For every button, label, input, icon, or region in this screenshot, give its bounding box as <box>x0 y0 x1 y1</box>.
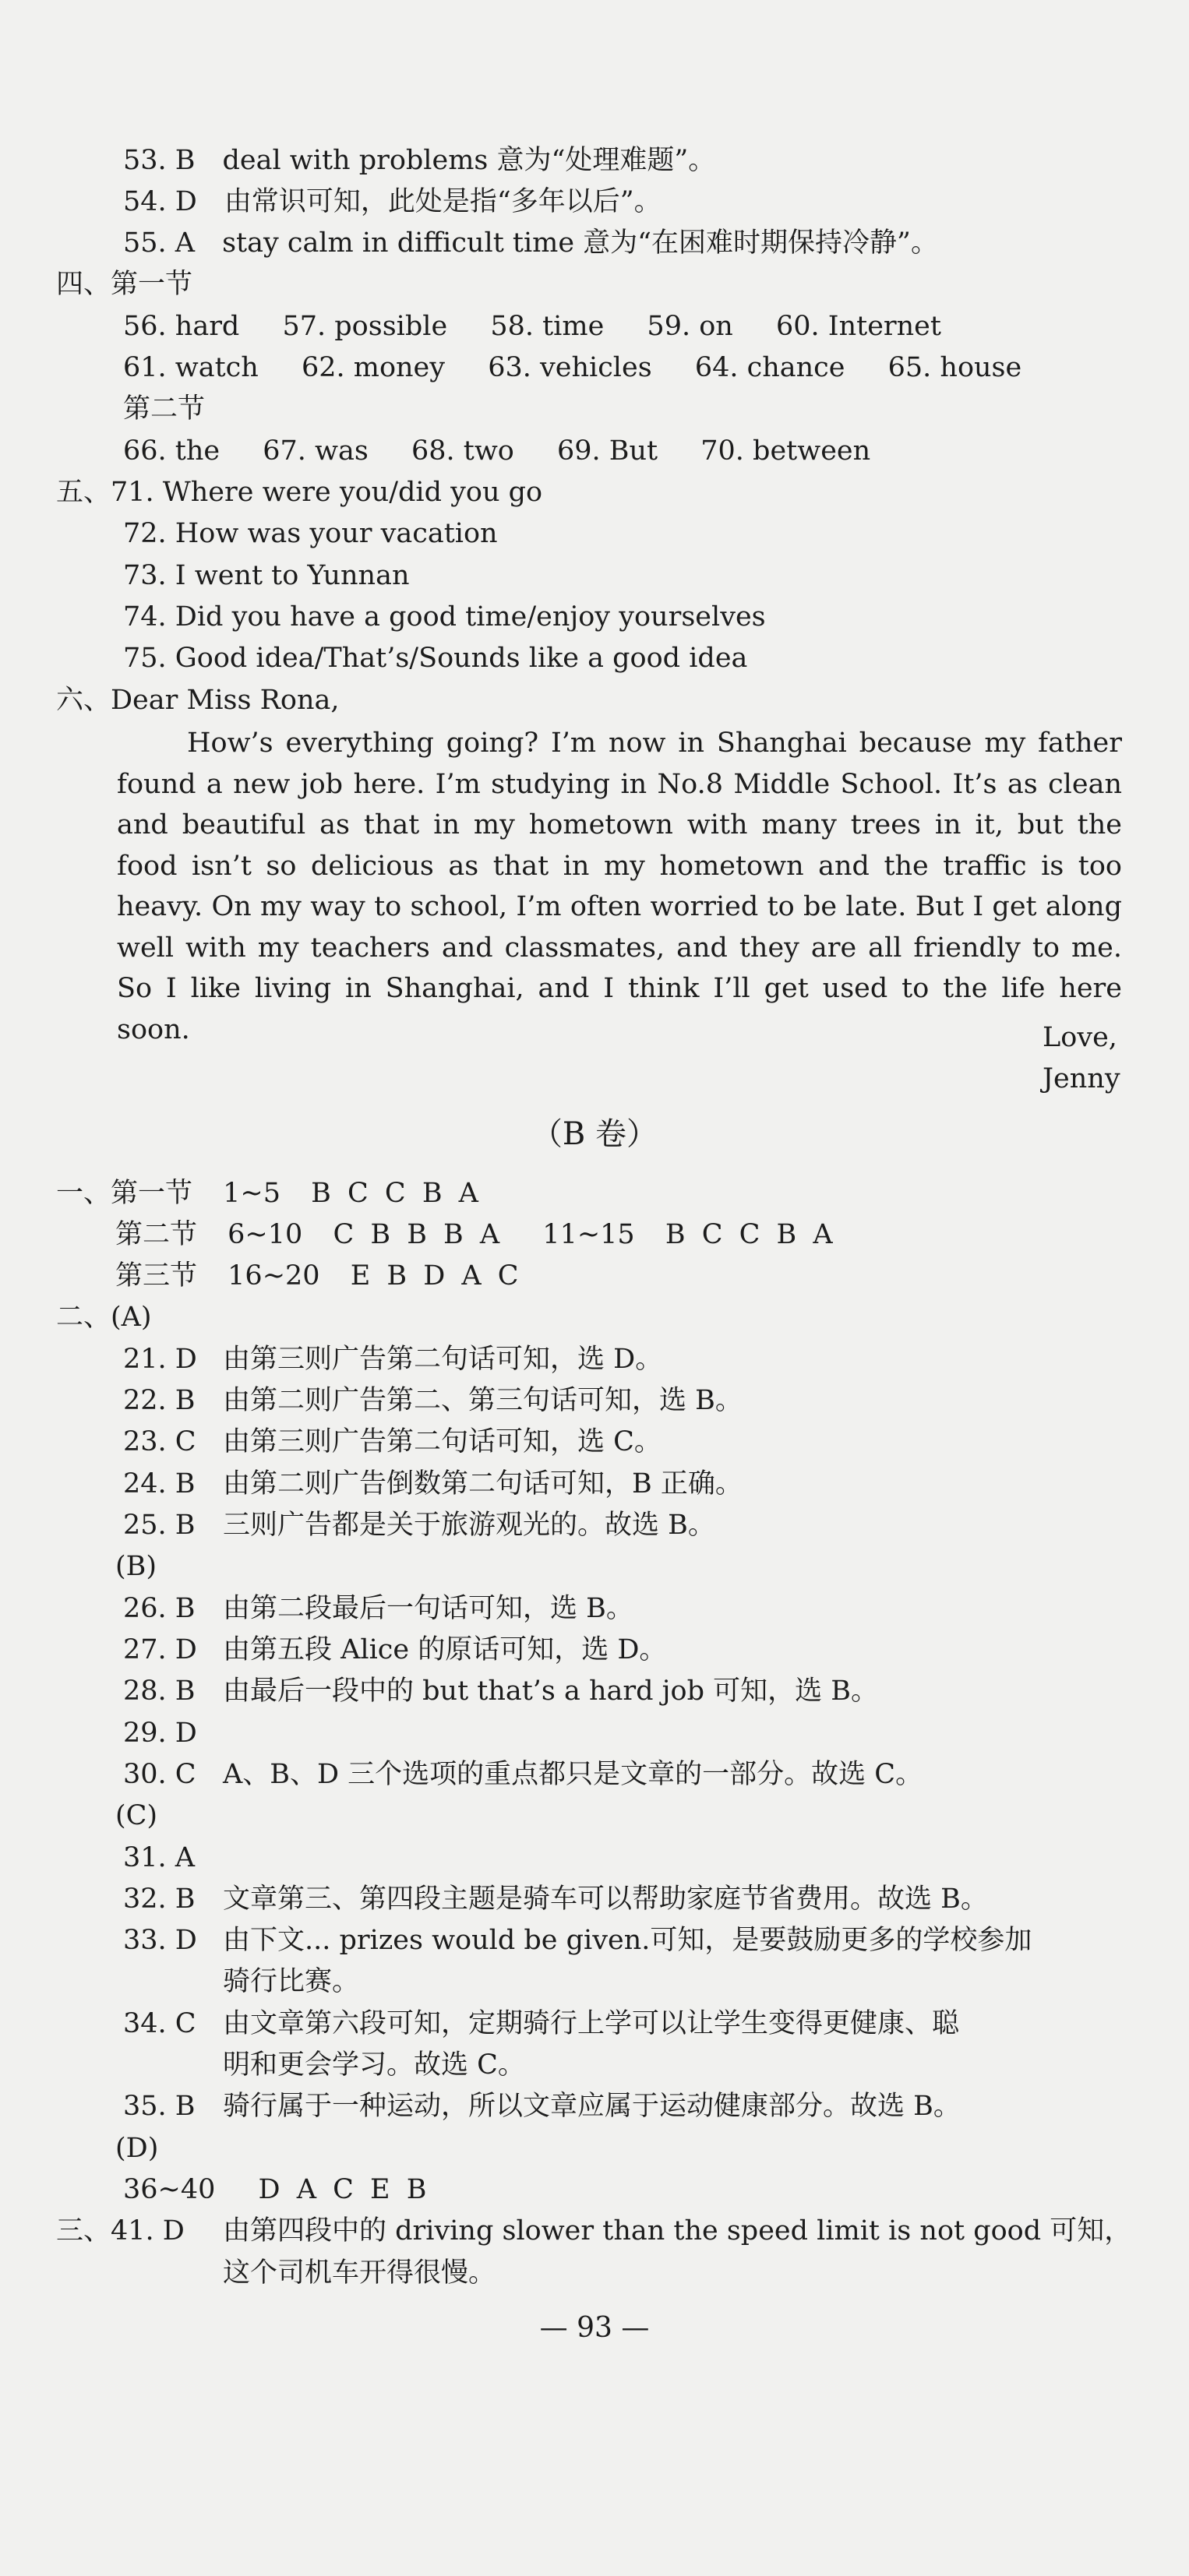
answer-67: 67. was <box>263 435 369 467</box>
passage-d-label: (D) <box>115 2133 159 2164</box>
answer-61: 61. watch <box>123 352 259 383</box>
answer-21 <box>123 1341 662 1377</box>
number: 23. C <box>123 1426 196 1457</box>
answer-59: 59. on <box>647 311 733 342</box>
answer-68: 68. two <box>411 435 514 467</box>
section-6-salutation: 六、Dear Miss Rona, <box>56 685 340 716</box>
explanation: 由第三则广告第二句话可知，选 C。 <box>223 1426 662 1457</box>
letter-closing: Love, <box>1043 1022 1117 1053</box>
explanation: 三则广告都是关于旅游观光的。故选 B。 <box>223 1510 715 1541</box>
label: 第三节 <box>115 1260 198 1292</box>
answer-34-continued: 明和更会学习。故选 C。 <box>223 2049 525 2081</box>
explanation: 由第二段最后一句话可知，选 B。 <box>223 1593 633 1624</box>
label: 第二节 <box>115 1219 198 1250</box>
answer-73: 73. I went to Yunnan <box>123 560 410 591</box>
answers: B C C B A <box>311 1178 478 1209</box>
answer-35 <box>123 2088 961 2124</box>
answer-70: 70. between <box>700 435 871 467</box>
number: 28. B <box>123 1676 196 1707</box>
passage-c-label: (C) <box>115 1800 158 1831</box>
answer-28 <box>123 1673 878 1709</box>
explanation: 由第四段中的 driving slower than the speed limit is not good 可知， <box>223 2215 1132 2247</box>
range: 36~40 <box>123 2174 216 2205</box>
subsection-2-heading: 第二节 <box>123 393 206 425</box>
answers-2: B C C B A <box>665 1219 833 1250</box>
b-section-1-part-1 <box>56 1175 478 1211</box>
number: 21. D <box>123 1344 197 1375</box>
number: 31. A <box>123 1842 196 1873</box>
number: 35. B <box>123 2091 196 2122</box>
b-section-1-part-3 <box>115 1258 519 1294</box>
b-section-1-part-2 <box>115 1217 833 1253</box>
answer-64: 64. chance <box>694 352 845 383</box>
explanation: 由第三则广告第二句话可知，选 D。 <box>223 1344 663 1375</box>
answer-53: 53. B deal with problems 意为“处理难题”。 <box>123 145 716 176</box>
answers: D A C E B <box>258 2174 427 2205</box>
answers: C B B B A <box>333 1219 500 1250</box>
answer-56: 56. hard <box>123 311 240 342</box>
answers-56-60 <box>123 308 941 344</box>
passage-b-label: (B) <box>115 1551 157 1582</box>
answer-33-continued: 骑行比赛。 <box>223 1966 360 1997</box>
answer-69: 69. But <box>557 435 658 467</box>
answer-58: 58. time <box>490 311 605 342</box>
answer-33 <box>123 1922 1032 1958</box>
explanation: 由下文... prizes would be given.可知，是要鼓励更多的学校参加 <box>223 1925 1032 1956</box>
b-section-2-heading: 二、(A) <box>56 1302 152 1333</box>
number: 32. B <box>123 1884 196 1915</box>
answers-66-70 <box>123 433 870 469</box>
answers-36-40 <box>123 2172 426 2208</box>
answer-62: 62. money <box>301 352 446 383</box>
answer-23 <box>123 1424 662 1460</box>
number: 22. B <box>123 1385 196 1416</box>
letter-signature: Jenny <box>1043 1063 1120 1094</box>
label: 一、第一节 <box>56 1178 193 1209</box>
answer-27 <box>123 1632 666 1668</box>
number: 24. B <box>123 1468 196 1499</box>
explanation: 由最后一段中的 but that’s a hard job 可知，选 B。 <box>223 1676 878 1707</box>
answer-24 <box>123 1466 743 1502</box>
answer-71: 五、71. Where were you/did you go <box>56 477 543 508</box>
explanation: 文章第三、第四段主题是骑车可以帮助家庭节省费用。故选 B。 <box>223 1884 988 1915</box>
answer-66: 66. the <box>123 435 221 467</box>
answer-75: 75. Good idea/That’s/Sounds like a good idea <box>123 643 748 674</box>
answer-57: 57. possible <box>282 311 448 342</box>
part-b-title: （B 卷） <box>531 1116 658 1152</box>
answer-32 <box>123 1881 988 1917</box>
answers-61-65 <box>123 350 1021 386</box>
number: 25. B <box>123 1510 196 1541</box>
explanation: 由第五段 Alice 的原话可知，选 D。 <box>223 1634 667 1665</box>
answer-63: 63. vehicles <box>488 352 652 383</box>
page-number: — 93 — <box>539 2312 650 2344</box>
answer-60: 60. Internet <box>775 311 941 342</box>
range: 16~20 <box>228 1260 320 1292</box>
explanation: 由文章第六段可知，定期骑行上学可以让学生变得更健康、聪 <box>223 2008 960 2039</box>
answer-41-continued: 这个司机车开得很慢。 <box>223 2257 496 2289</box>
answer-54: 54. D 由常识可知，此处是指“多年以后”。 <box>123 186 662 217</box>
answer-22 <box>123 1383 743 1418</box>
explanation: 由第二则广告倒数第二句话可知，B 正确。 <box>223 1468 743 1499</box>
answer-31 <box>123 1840 223 1876</box>
answer-74: 74. Did you have a good time/enjoy yourselves <box>123 601 766 633</box>
number: 三、41. D <box>56 2215 185 2247</box>
number: 27. D <box>123 1634 197 1665</box>
answer-72: 72. How was your vacation <box>123 518 498 549</box>
letter-body: How’s everything going? I’m now in Shanghai because my father found a new job here. I’m studying in No.8 Middle School. It’s as clean and beautiful as that in my hometown with many trees in it, but the food isn’t so delicious as that in my hometown and the traffic is too heavy. On my way to school, I’m often worried to be late. But I get along well with my teachers and classmates, and they are all friendly to me. So I like living in Shanghai, and I think I’ll get used to the life here soon. <box>117 728 1122 1045</box>
explanation: A、B、D 三个选项的重点都只是文章的一部分。故选 C。 <box>223 1759 923 1790</box>
explanation: 骑行属于一种运动，所以文章应属于运动健康部分。故选 B。 <box>223 2091 961 2122</box>
explanation: 由第二则广告第二、第三句话可知，选 B。 <box>223 1385 743 1416</box>
answer-29 <box>123 1715 223 1751</box>
section-4-heading: 四、第一节 <box>56 269 193 300</box>
number: 29. D <box>123 1718 197 1749</box>
range: 1~5 <box>223 1178 281 1209</box>
answer-65: 65. house <box>887 352 1022 383</box>
answer-30 <box>123 1757 923 1792</box>
number: 33. D <box>123 1925 197 1956</box>
answer-41 <box>56 2213 1131 2249</box>
number: 34. C <box>123 2008 196 2039</box>
answer-34 <box>123 2006 959 2042</box>
number: 30. C <box>123 1759 196 1790</box>
answer-55: 55. A stay calm in difficult time 意为“在困难时期保持冷静”。 <box>123 227 938 259</box>
answer-25 <box>123 1507 715 1543</box>
answer-26 <box>123 1591 633 1626</box>
answers: E B D A C <box>350 1260 519 1292</box>
range-2: 11~15 <box>542 1219 635 1250</box>
range: 6~10 <box>228 1219 303 1250</box>
number: 26. B <box>123 1593 196 1624</box>
